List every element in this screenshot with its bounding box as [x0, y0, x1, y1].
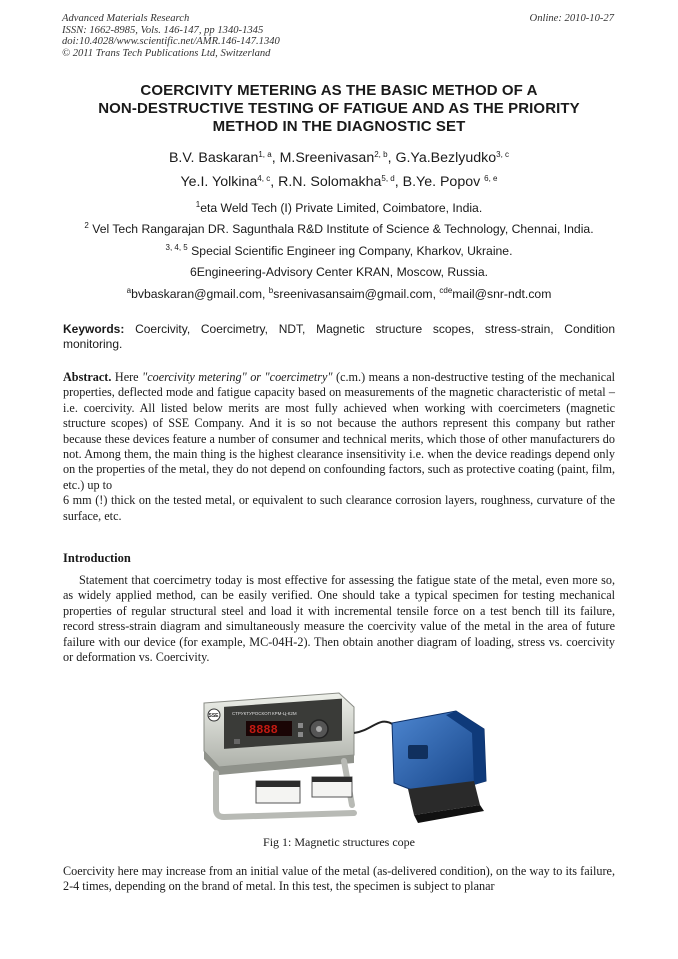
device-button — [234, 739, 240, 744]
aff-text: eta Weld Tech (I) Private Limited, Coimbatore, India. — [200, 201, 483, 215]
author-name: B.Ye. Popov — [402, 174, 481, 190]
aff-text: Vel Tech Rangarajan DR. Sagunthala R&D Institute of Science & Technology, Chennai, India. — [92, 222, 594, 236]
aff-sup: 1 — [195, 200, 201, 209]
journal-issn: ISSN: 1662-8985, Vols. 146-147, pp 1340-1345 — [62, 24, 264, 36]
device-display: 8888 — [249, 723, 278, 737]
device-logo: SSE — [208, 713, 219, 719]
abstract — [63, 370, 615, 524]
online-date: Online: 2010-10-27 — [529, 13, 614, 24]
author-separator: , — [387, 150, 396, 166]
abstract-text-end: 6 mm (!) thick on the tested metal, or equivalent to such clearance corrosion layers, roughness, curvature of the surface, etc. — [63, 493, 615, 523]
device-button — [298, 732, 303, 737]
figure-magnetic-structurescope — [194, 685, 504, 828]
author-name: B.V. Baskaran — [168, 150, 259, 166]
email-a[interactable]: bvbaskaran@gmail.com, — [131, 287, 269, 301]
email-cde[interactable]: mail@snr-ndt.com — [452, 287, 552, 301]
aff-sup: 3, 4, 5 — [165, 243, 188, 252]
affiliation-2 — [0, 222, 678, 236]
authors-line-1 — [0, 150, 678, 166]
author-sup: 4, c — [257, 174, 271, 183]
journal-doi: doi:10.4028/www.scientific.net/AMR.146-147.1340 — [62, 36, 280, 48]
figure-caption: Fig 1: Magnetic structures cope — [263, 835, 415, 849]
aff-sup: 2 — [84, 221, 89, 230]
title-line-3: METHOD IN THE DIAGNOSTIC SET — [212, 118, 466, 135]
affiliation-1 — [0, 201, 678, 215]
author-sup: 1, a — [258, 150, 272, 159]
abstract-italic: "coercivity metering" or "coercimetry" — [142, 370, 333, 384]
author-separator: , — [270, 174, 279, 190]
journal-name: Advanced Materials Research — [62, 13, 190, 24]
aff-text: Special Scientific Engineer ing Company, Kharkov, Ukraine. — [191, 244, 513, 258]
author-name: G.Ya.Bezlyudko — [395, 150, 497, 166]
email-sup: b — [268, 286, 274, 295]
author-sup: 2, b — [374, 150, 388, 159]
affiliation-3 — [0, 244, 678, 258]
author-sup: 3, c — [496, 150, 510, 159]
email-sup: a — [126, 286, 132, 295]
author-name: M.Sreenivasan — [279, 150, 375, 166]
keywords — [63, 322, 615, 352]
device-photo — [194, 685, 504, 828]
device-button — [298, 723, 303, 728]
email-sup: cde — [439, 286, 453, 295]
author-name: Ye.I. Yolkina — [180, 174, 258, 190]
title-line-1: COERCIVITY METERING AS THE BASIC METHOD OF A — [140, 82, 538, 99]
abstract-label: Abstract. — [63, 370, 112, 384]
affiliation-4: 6Engineering-Advisory Center KRAN, Moscow, Russia. — [189, 265, 489, 279]
paper-title — [40, 82, 638, 136]
author-separator: , — [394, 174, 403, 190]
authors-line-2 — [0, 174, 678, 190]
abstract-text: Here — [111, 370, 143, 384]
email-line — [0, 287, 678, 301]
title-line-2: NON-DESTRUCTIVE TESTING OF FATIGUE AND AS THE PRIORITY — [98, 100, 580, 117]
author-name: R.N. Solomakha — [278, 174, 382, 190]
device-label: СТРУКТУРОСКОП КРМ-Ц-К2М — [232, 711, 297, 716]
abstract-text: (c.m.) means a non-destructive testing of the mechanical properties, deflected mode and fatigue capacity based on measurements of the magnetic characteristic of metal – i.e. coercivity. All listed below merits are most fully achieved when working with coercimeters (magnetic structure scopes) of SSE Company. And it is so not because the authors represent this company but rather because these devices feature a number of consumer and technical merits, which those of other manufacturers do not. Among them, the main thing is the highest clearance insensitivity i.e. when the device readings depend only on the properties of the metal, they do not depend on confounding factors, such as protective coating (paint, film, etc.) up to — [63, 370, 615, 492]
email-b[interactable]: sreenivasansaim@gmail.com, — [273, 287, 440, 301]
author-sup: 6, e — [484, 174, 498, 183]
author-sup: 5, d — [381, 174, 395, 183]
keywords-text: Coercivity, Coercimetry, NDT, Magnetic structure scopes, stress-strain, Condition monitoring. — [63, 322, 615, 351]
author-separator: , — [271, 150, 280, 166]
section-heading-introduction: Introduction — [63, 551, 131, 565]
closing-paragraph: Coercivity here may increase from an initial value of the metal (as-delivered condition), on the way to its failure, 2-4 times, depending on the brand of metal. In this test, the specimen is subject to planar — [63, 864, 615, 894]
introduction-paragraph: Statement that coercimetry today is most effective for assessing the fatigue state of the metal, even more so, as widely applied method, can be easily verified. One should take a typical specimen for testing mechanical properties of regular structural steel and load it with incremental tensile force on a test bench till its failure, record stress-strain diagram and simultaneously measure the coercivity value of the metal in the area of future failure with our device (for example, MC-04H-2). Then obtain another diagram of loading, stress vs. coercivity or deformation vs. Coercivity. — [63, 573, 615, 665]
keywords-label: Keywords: — [63, 322, 125, 336]
journal-copyright: © 2011 Trans Tech Publications Ltd, Switzerland — [62, 47, 271, 59]
